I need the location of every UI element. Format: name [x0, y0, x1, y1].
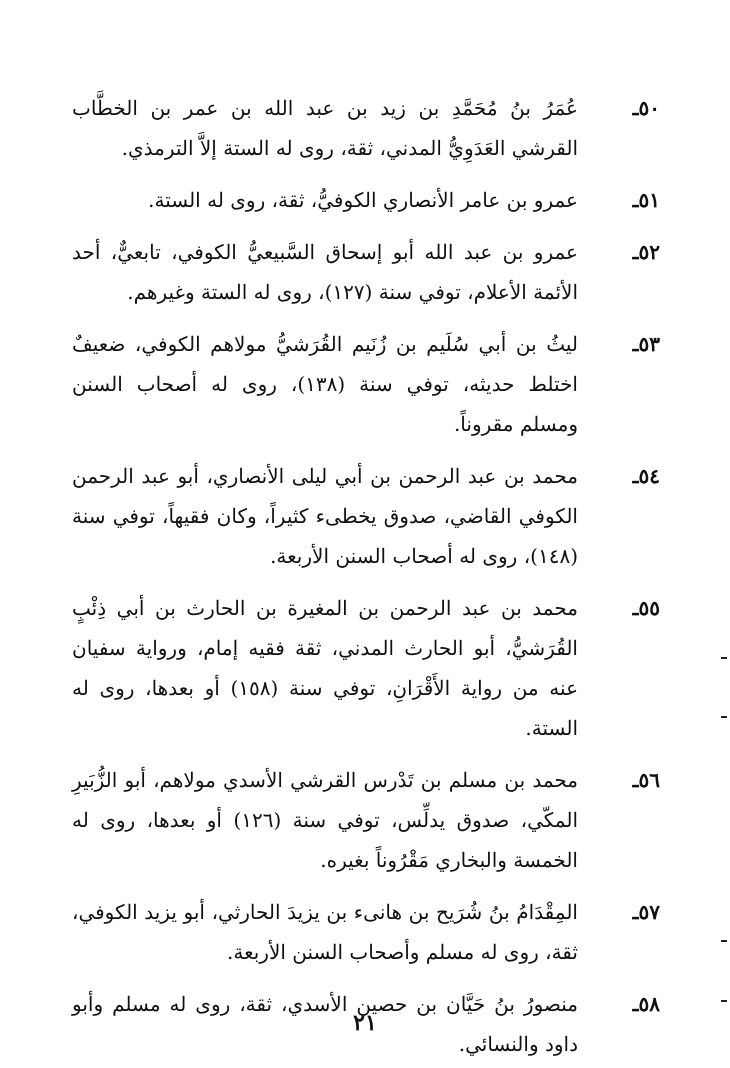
entry-text: منصورُ بنُ حَيَّان بن حصين الأسدي، ثقة، روى له مسلم وأبو داود والنسائي. — [72, 992, 578, 1056]
narrator-entry-54 — [72, 456, 660, 576]
entry-number: ٥٤ـ — [632, 464, 660, 488]
scan-speck — [721, 657, 727, 659]
narrator-entry-56 — [72, 760, 660, 880]
narrator-entry-57 — [72, 892, 660, 972]
entry-text: عمرو بن عامر الأنصاري الكوفيُّ، ثقة، روى له الستة. — [148, 188, 578, 212]
narrator-entry-52 — [72, 232, 660, 312]
narrator-entry-51 — [72, 180, 660, 220]
entry-number: ٥٦ـ — [632, 768, 660, 792]
entry-number: ٥٢ـ — [632, 240, 660, 264]
scan-speck — [721, 716, 727, 718]
entry-number: ٥٥ـ — [632, 596, 660, 620]
entry-number: ٥٨ـ — [632, 992, 660, 1016]
entry-text: محمد بن مسلم بن تَدْرس القرشي الأسدي مولاهم، أبو الزُّبَيرِ المكّي، صدوق يدلِّس، توفي سنة (١٢٦) أو بعدها، روى له الخمسة والبخاري مَقْرُوناً بغيره. — [72, 768, 579, 872]
narrator-entry-53 — [72, 324, 660, 444]
narrator-entry-50 — [72, 88, 660, 168]
entry-text: عُمَرُ بنُ مُحَمَّدِ بن زيد بن عبد الله بن عمر بن الخطَّاب القرشي العَدَوِيُّ المدني، ثقة، روى له الستة إلاَّ الترمذي. — [72, 96, 578, 160]
entry-number: ٥٧ـ — [632, 900, 660, 924]
scan-speck — [721, 940, 727, 942]
narrator-entry-55 — [72, 588, 660, 748]
entry-number: ٥٣ـ — [632, 332, 660, 356]
page-number: ٢١ — [353, 1010, 377, 1036]
scan-speck — [721, 1000, 727, 1002]
entry-text: محمد بن عبد الرحمن بن المغيرة بن الحارث بن أبي ذِئْبٍ القُرَشيُّ، أبو الحارث المدني، ثقة فقيه إمام، ورواية سفيان عنه من رواية الأَقْرَانِ، توفي سنة (١٥٨) أو بعدها، روى له الستة. — [72, 596, 579, 740]
entry-text: ليثُ بن أبي سُلَيم بن زُنَيم القُرَشيُّ مولاهم الكوفي، ضعيفٌ اختلط حديثه، توفي سنة (١٣٨)، روى له أصحاب السنن ومسلم مقروناً. — [72, 332, 578, 436]
entry-text: محمد بن عبد الرحمن بن أبي ليلى الأنصاري، أبو عبد الرحمن الكوفي القاضي، صدوق يخطىء كثيراً، وكان فقيهاً، توفي سنة (١٤٨)، روى له أصحاب السنن الأربعة. — [72, 464, 578, 568]
entry-number: ٥٠ـ — [632, 96, 660, 120]
entry-text: عمرو بن عبد الله أبو إسحاق السَّبيعيُّ الكوفي، تابعيٌّ، أحد الأئمة الأعلام، توفي سنة (١٢٧)، روى له الستة وغيرهم. — [72, 240, 578, 304]
entry-text: المِقْدَامُ بنُ شُرَيح بن هانىء بن يزيدَ الحارثي، أبو يزيد الكوفي، ثقة، روى له مسلم وأصحاب السنن الأربعة. — [72, 900, 578, 964]
entry-number: ٥١ـ — [632, 188, 660, 212]
